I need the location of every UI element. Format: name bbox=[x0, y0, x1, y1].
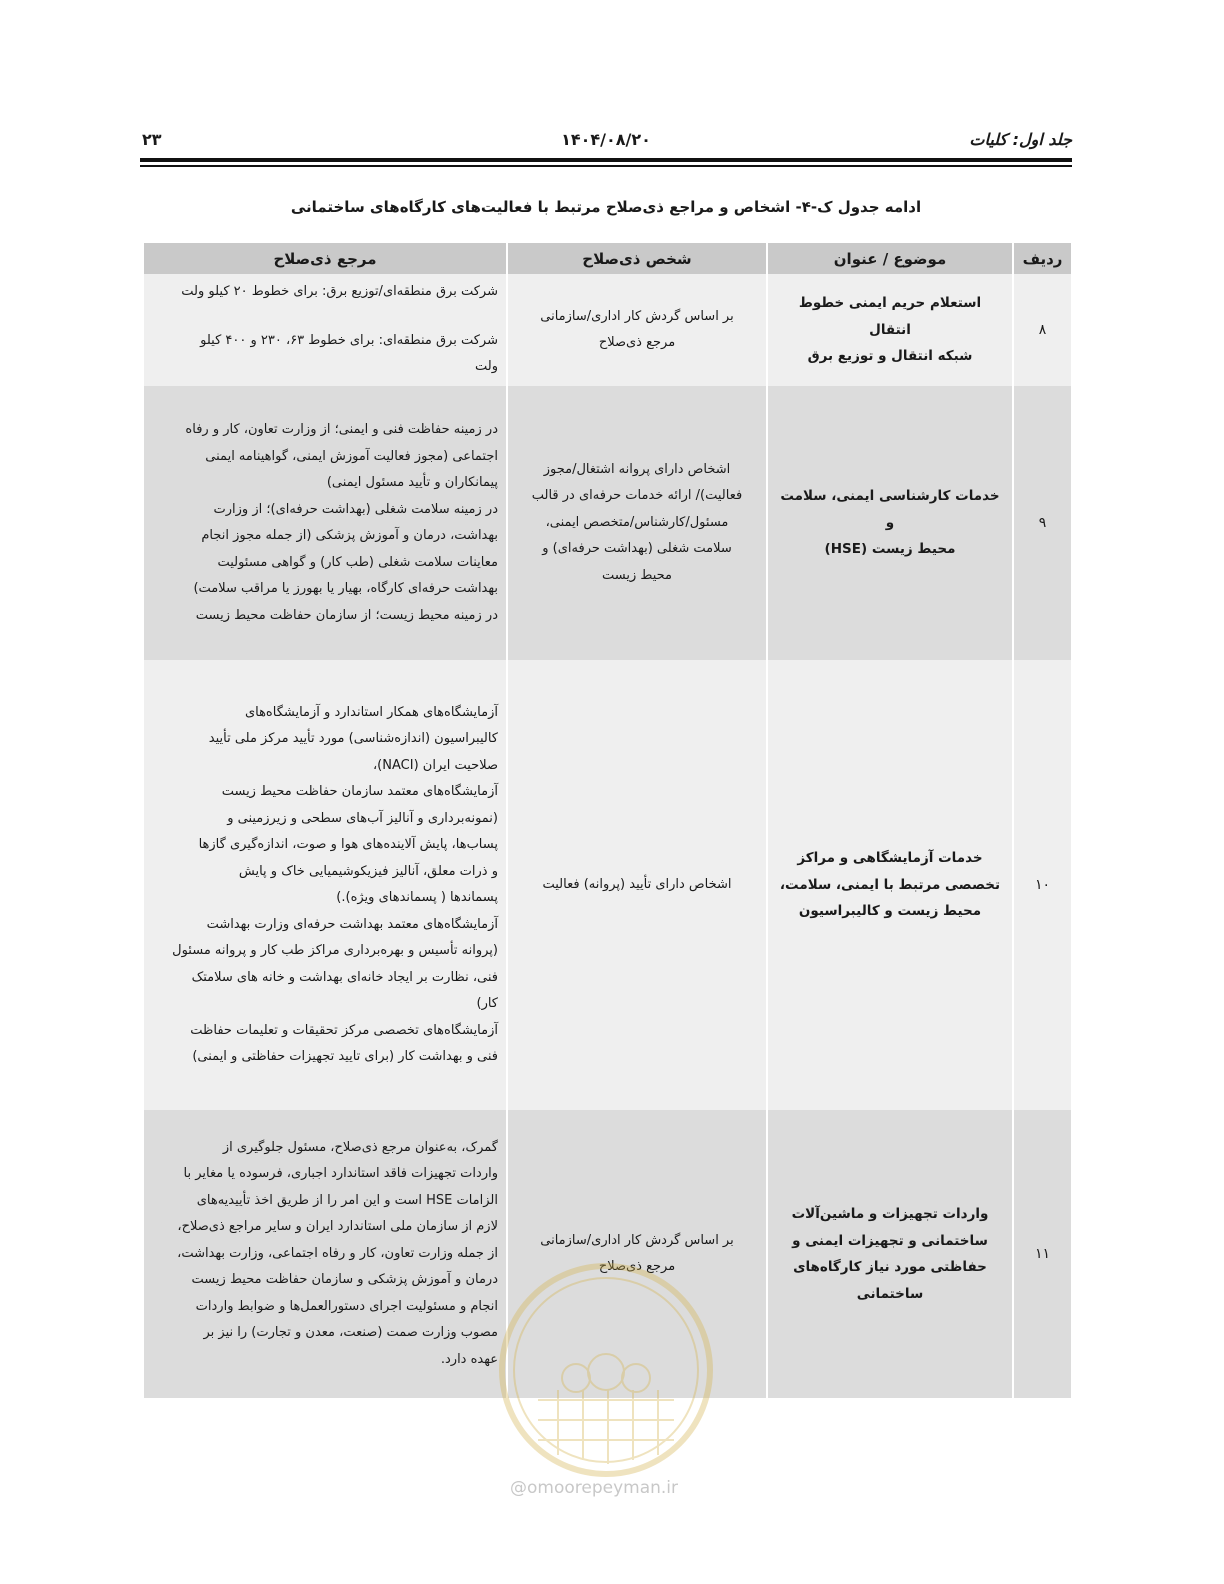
cell-line: بهداشت، درمان و آموزش پزشکی (از جمله مجوز انجام bbox=[201, 528, 498, 543]
row-number-cell: ۸ bbox=[1013, 274, 1071, 386]
cell-line: معاینات سلامت شغلی (طب کار) و گواهی مسئولیت bbox=[217, 554, 498, 570]
cell-line: خدمات کارشناسی ایمنی، سلامت و bbox=[780, 488, 1000, 531]
cell-line: صلاحیت ایران (NACI)، bbox=[372, 757, 498, 773]
col-header-topic: موضوع / عنوان bbox=[767, 243, 1013, 274]
cell-line: آزمایشگاه‌های تخصصی مرکز تحقیقات و تعلیمات حفاظت bbox=[190, 1022, 498, 1038]
cell-line: الزامات HSE است و این امر را از طریق اخذ تأییدیه‌های bbox=[196, 1192, 498, 1208]
cell-line: در زمینه سلامت شغلی (بهداشت حرفه‌ای)؛ از وزارت bbox=[213, 501, 498, 517]
col-header-competent-authority: مرجع ذی‌صلاح bbox=[143, 243, 507, 274]
row-number-cell: ۹ bbox=[1013, 386, 1071, 660]
cell-line: سلامت شغلی (بهداشت حرفه‌ای) و bbox=[542, 541, 732, 557]
watermark-logo bbox=[498, 1260, 714, 1480]
cell-line: کار) bbox=[476, 996, 498, 1011]
cell-line: بر اساس گردش کار اداری/سازمانی bbox=[540, 1232, 734, 1248]
cell-line: محیط زیست (HSE) bbox=[824, 541, 956, 558]
topic-cell bbox=[767, 1110, 1013, 1398]
header-date: ۱۴۰۴/۰۸/۲۰ bbox=[561, 130, 651, 149]
cell-line: بر اساس گردش کار اداری/سازمانی bbox=[540, 308, 734, 324]
row-number-cell: ۱۱ bbox=[1013, 1110, 1071, 1398]
competent-authority-cell bbox=[143, 274, 507, 386]
cell-line: شرکت برق منطقه‌ای: برای خطوط ۶۳، ۲۳۰ و ۴۰۰ کیلو bbox=[200, 332, 498, 348]
cell-line: (نمونه‌برداری و آنالیز آب‌های سطحی و زیرزمینی و bbox=[227, 810, 498, 826]
cell-line: از جمله وزارت تعاون، کار و رفاه اجتماعی، وزارت بهداشت، bbox=[177, 1245, 498, 1261]
cell-line: مصوب وزارت صمت (صنعت، معدن و تجارت) را نیز بر bbox=[203, 1325, 498, 1341]
book-title: جلد اول: کلیات bbox=[969, 130, 1072, 149]
competent-authority-cell bbox=[143, 386, 507, 660]
competent-authorities-table bbox=[142, 243, 1071, 1398]
table-row bbox=[143, 660, 1071, 1110]
cell-line: حفاظتی مورد نیاز کارگاه‌های bbox=[793, 1259, 987, 1275]
cell-line: مرجع ذی‌صلاح bbox=[598, 1259, 676, 1274]
table-caption: ادامه جدول ک-۴- اشخاص و مراجع ذی‌صلاح مرتبط با فعالیت‌های کارگاه‌های ساختمانی bbox=[290, 198, 922, 216]
topic-cell bbox=[767, 386, 1013, 660]
competent-person-cell bbox=[507, 660, 767, 1110]
topic-cell bbox=[767, 660, 1013, 1110]
cell-line: و ذرات معلق، آنالیز فیزیکوشیمیایی خاک و پایش bbox=[238, 863, 498, 879]
competent-person-cell bbox=[507, 274, 767, 386]
cell-line: آزمایشگاه‌های معتمد بهداشت حرفه‌ای وزارت بهداشت bbox=[206, 916, 498, 932]
page-number: ۲۳ bbox=[142, 130, 162, 149]
cell-line: واردات تجهیزات و ماشین‌آلات bbox=[791, 1206, 989, 1222]
watermark-site: @omoorepeyman.ir bbox=[510, 1478, 679, 1498]
cell-line: آزمایشگاه‌های همکار استاندارد و آزمایشگاه‌های bbox=[244, 704, 498, 720]
cell-line: مرجع ذی‌صلاح bbox=[598, 335, 676, 350]
col-header-competent-person: شخص ذی‌صلاح bbox=[507, 243, 767, 274]
cell-line: اشخاص دارای پروانه اشتغال/مجوز bbox=[543, 461, 731, 477]
topic-cell bbox=[767, 274, 1013, 386]
cell-line: در زمینه محیط زیست؛ از سازمان حفاظت محیط زیست bbox=[195, 607, 498, 623]
cell-line: ساختمانی و تجهیزات ایمنی و bbox=[792, 1232, 988, 1249]
cell-line: ساختمانی bbox=[856, 1285, 924, 1302]
cell-line: پیمانکاران و تأیید مسئول ایمنی) bbox=[326, 475, 498, 490]
cell-line: واردات تجهیزات فاقد استاندارد اجباری، فرسوده یا مغایر با bbox=[183, 1166, 498, 1182]
row-number-cell: ۱۰ bbox=[1013, 660, 1071, 1110]
col-header-row-number: ردیف bbox=[1013, 243, 1071, 274]
competent-authority-cell bbox=[143, 1110, 507, 1398]
cell-line: اشخاص دارای تأیید (پروانه) فعالیت bbox=[542, 876, 732, 892]
cell-line: فنی، نظارت بر ایجاد خانه‌ای بهداشت و خانه های سلامتک bbox=[191, 969, 498, 985]
competent-person-cell bbox=[507, 386, 767, 660]
header-rule-thin bbox=[140, 165, 1072, 167]
table-header-row bbox=[143, 243, 1071, 274]
cell-line: پسماندها ( پسماندهای ویژه).) bbox=[336, 890, 498, 905]
cell-line: شرکت برق منطقه‌ای/توزیع برق: برای خطوط ۲۰ کیلو ولت bbox=[181, 284, 498, 300]
cell-line: کالیبراسیون (اندازه‌شناسی) مورد تأیید مرکز ملی تأیید bbox=[208, 731, 498, 746]
cell-line: اجتماعی (مجوز فعالیت آموزش ایمنی، گواهینامه ایمنی bbox=[205, 448, 498, 464]
cell-line: فعالیت)/ ارائه خدمات حرفه‌ای در قالب bbox=[531, 488, 743, 504]
cell-line bbox=[152, 306, 498, 328]
cell-line: ولت bbox=[474, 359, 498, 375]
cell-line: محیط زیست و کالیبراسیون bbox=[798, 903, 982, 920]
cell-line: درمان و آموزش پزشکی و سازمان حفاظت محیط زیست bbox=[191, 1272, 498, 1288]
cell-line: لازم از سازمان ملی استاندارد ایران و سایر مراجع ذی‌صلاح، bbox=[177, 1219, 498, 1235]
cell-line: در زمینه حفاظت فنی و ایمنی؛ از وزارت تعاون، کار و رفاه bbox=[185, 422, 498, 437]
cell-line: (پروانه تأسیس و بهره‌برداری مراکز طب کار و پروانه مسئول bbox=[172, 943, 498, 958]
cell-line: مسئول/کارشناس/متخصص ایمنی، bbox=[545, 514, 729, 530]
cell-line: محیط زیست bbox=[601, 567, 672, 583]
cell-line: پساب‌ها، پایش آلاینده‌های هوا و صوت، اندازه‌گیری گازها bbox=[198, 837, 498, 852]
competent-authority-cell bbox=[143, 660, 507, 1110]
cell-line: خدمات آزمایشگاهی و مراکز bbox=[797, 850, 983, 867]
header-rule-thick bbox=[140, 158, 1072, 162]
cell-line: بهداشت حرفه‌ای کارگاه، بهیار یا بهورز یا مراقب سلامت) bbox=[193, 581, 498, 596]
cell-line: آزمایشگاه‌های معتمد سازمان حفاظت محیط زیست bbox=[221, 784, 498, 799]
table-row bbox=[143, 274, 1071, 386]
page-header bbox=[140, 128, 1072, 158]
cell-line: فنی و بهداشت کار (برای تایید تجهیزات حفاظتی و ایمنی) bbox=[192, 1049, 498, 1064]
cell-line: عهده دارد. bbox=[440, 1351, 498, 1367]
cell-line: انجام و مسئولیت اجرای دستورالعمل‌ها و ضوابط واردات bbox=[195, 1298, 498, 1314]
cell-line: گمرک، به‌عنوان مرجع ذی‌صلاح، مسئول جلوگیری از bbox=[222, 1139, 498, 1155]
cell-line: شبکه انتقال و توزیع برق bbox=[807, 348, 973, 365]
cell-line: تخصصی مرتبط با ایمنی، سلامت، bbox=[779, 876, 1001, 893]
cell-line: استعلام حریم ایمنی خطوط انتقال bbox=[798, 295, 982, 338]
table-row bbox=[143, 386, 1071, 660]
